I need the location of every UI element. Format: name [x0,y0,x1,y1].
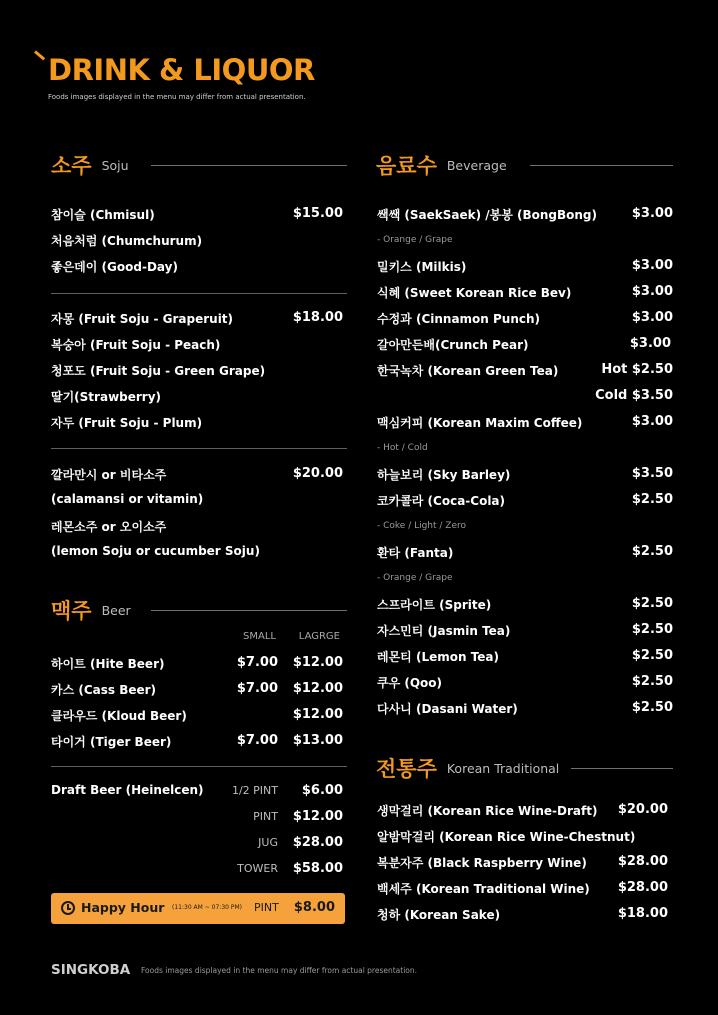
beverage-item: 쌕쌕 (SaekSaek) /봉봉 (BongBong) [377,208,597,222]
soju-group3-price: $20.00 [292,466,343,481]
happy-hour-price: $8.00 [293,900,335,915]
soju-divider [51,448,347,449]
draft-price: $6.00 [301,783,343,798]
draft-beer-name: Draft Beer (Heinelcen) [51,783,204,797]
beverage-note: - Hot / Cold [377,443,428,453]
traditional-price: $28.00 [617,880,668,895]
beer-header-line [151,610,347,611]
beverage-item: 하늘보리 (Sky Barley) [377,468,511,482]
beer-large-price: $12.00 [292,655,343,670]
soju-item: 자두 (Fruit Soju - Plum) [51,416,203,430]
traditional-price: $20.00 [617,802,668,817]
traditional-item: 생막걸리 (Korean Rice Wine-Draft) [377,804,598,818]
traditional-item: 청하 (Korean Sake) [377,908,501,922]
beverage-item: 밀키스 (Milkis) [377,260,467,274]
soju-divider [51,293,347,294]
soju-section-header [51,150,129,180]
soju-title-ko: 소주 [51,154,92,178]
soju-group1-price: $15.00 [292,206,343,221]
beer-title-ko: 맥주 [51,599,92,623]
traditional-title-en: Korean Traditional [446,760,560,776]
soju-item: 자몽 (Fruit Soju - Graperuit) [51,312,234,326]
beverage-title-en: Beverage [446,157,507,173]
beverage-price: $3.00 [631,206,673,221]
soju-item: 딸기(Strawberry) [51,390,162,404]
draft-size: TOWER [237,862,278,875]
happy-hour-label: Happy Hour [81,900,165,915]
beer-divider [51,766,347,767]
beverage-item: 자스민티 (Jasmin Tea) [377,624,511,638]
beverage-note: - Coke / Light / Zero [377,521,467,531]
beer-title-en: Beer [101,602,131,618]
happy-hour-bar [51,893,345,924]
brand-logo-text: SINGKOBA [51,962,131,978]
beer-item: 타이거 (Tiger Beer) [51,735,172,749]
soju-item: 깔라만시 or 비타소주 [51,468,167,482]
beverage-item: 스프라이트 (Sprite) [377,598,492,612]
traditional-header-line [571,768,673,769]
beverage-price: $3.00 [631,310,673,325]
beverage-title-ko: 음료수 [376,154,437,178]
beer-large-price: $12.00 [292,681,343,696]
beer-item: 카스 (Cass Beer) [51,683,157,697]
beverage-price: $3.00 [629,336,671,351]
beverage-price: $2.50 [631,596,673,611]
beverage-item: 맥심커피 (Korean Maxim Coffee) [377,416,583,430]
beverage-price: $2.50 [631,544,673,559]
traditional-item: 알밤막걸리 (Korean Rice Wine-Chestnut) [377,830,636,844]
beverage-section-header [376,150,507,180]
beverage-price: $2.50 [631,492,673,507]
traditional-title-ko: 전통주 [376,757,437,781]
beverage-note: - Orange / Grape [377,573,453,583]
soju-item: 좋은데이 (Good-Day) [51,260,178,274]
draft-size: JUG [258,836,278,849]
title-accent-mark [34,50,45,60]
beverage-price: $3.00 [631,414,673,429]
beverage-item: 식혜 (Sweet Korean Rice Bev) [377,286,572,300]
beer-small-price: $7.00 [236,733,278,748]
beer-item: 클라우드 (Kloud Beer) [51,709,187,723]
draft-price: $58.00 [292,861,343,876]
soju-item: 참이슬 (Chmisul) [51,208,155,222]
beverage-item: 환타 (Fanta) [377,546,454,560]
draft-price: $12.00 [292,809,343,824]
soju-item: 청포도 (Fruit Soju - Green Grape) [51,364,266,378]
traditional-price: $18.00 [617,906,668,921]
clock-icon [61,901,75,915]
beer-item: 하이트 (Hite Beer) [51,657,165,671]
soju-title-en: Soju [101,157,129,173]
beer-large-price: $12.00 [292,707,343,722]
beer-small-price: $7.00 [236,655,278,670]
beverage-item: 수정과 (Cinnamon Punch) [377,312,541,326]
beverage-price: $2.50 [631,700,673,715]
beverage-item: 쿠우 (Qoo) [377,676,443,690]
beer-col-large: LAGRGE [298,631,340,642]
page-title: DRINK & LIQUOR [48,53,315,87]
draft-size: PINT [253,810,278,823]
draft-price: $28.00 [292,835,343,850]
soju-item: (calamansi or vitamin) [51,492,204,506]
beverage-price: $3.00 [631,284,673,299]
traditional-section-header [376,753,559,783]
beer-small-price: $7.00 [236,681,278,696]
beer-col-small: SMALL [243,631,276,642]
beverage-item: 다사니 (Dasani Water) [377,702,518,716]
soju-item: 처음처럼 (Chumchurum) [51,234,203,248]
page-subtitle: Foods images displayed in the menu may differ from actual presentation. [48,93,306,101]
traditional-item: 복분자주 (Black Raspberry Wine) [377,856,587,870]
beverage-item: 레몬티 (Lemon Tea) [377,650,500,664]
beer-section-header [51,595,131,625]
beverage-price: $2.50 [631,674,673,689]
soju-header-line [151,165,347,166]
soju-item: 레몬소주 or 오이소주 [51,520,167,534]
beverage-header-line [530,165,673,166]
traditional-price: $28.00 [617,854,668,869]
beverage-item: 코카콜라 (Coca-Cola) [377,494,506,508]
draft-size: 1/2 PINT [231,784,278,797]
beverage-price: $2.50 [631,622,673,637]
beverage-price: $3.00 [631,258,673,273]
soju-item: 복숭아 (Fruit Soju - Peach) [51,338,221,352]
beverage-price-cold: Cold $3.50 [595,388,673,403]
beer-large-price: $13.00 [292,733,343,748]
soju-item: (lemon Soju or cucumber Soju) [51,544,260,558]
beverage-item: 갈아만든배(Crunch Pear) [377,338,529,352]
happy-hour-size: PINT [254,901,279,914]
beverage-price: $2.50 [631,648,673,663]
traditional-item: 백세주 (Korean Traditional Wine) [377,882,590,896]
happy-hour-time: (11:30 AM ~ 07:30 PM) [172,904,242,911]
beverage-item: 한국녹차 (Korean Green Tea) [377,364,559,378]
beverage-price: $3.50 [631,466,673,481]
footer-disclaimer: Foods images displayed in the menu may differ from actual presentation. [141,966,418,975]
soju-group2-price: $18.00 [292,310,343,325]
beverage-price-hot: Hot $2.50 [601,362,673,377]
beverage-note: - Orange / Grape [377,235,453,245]
